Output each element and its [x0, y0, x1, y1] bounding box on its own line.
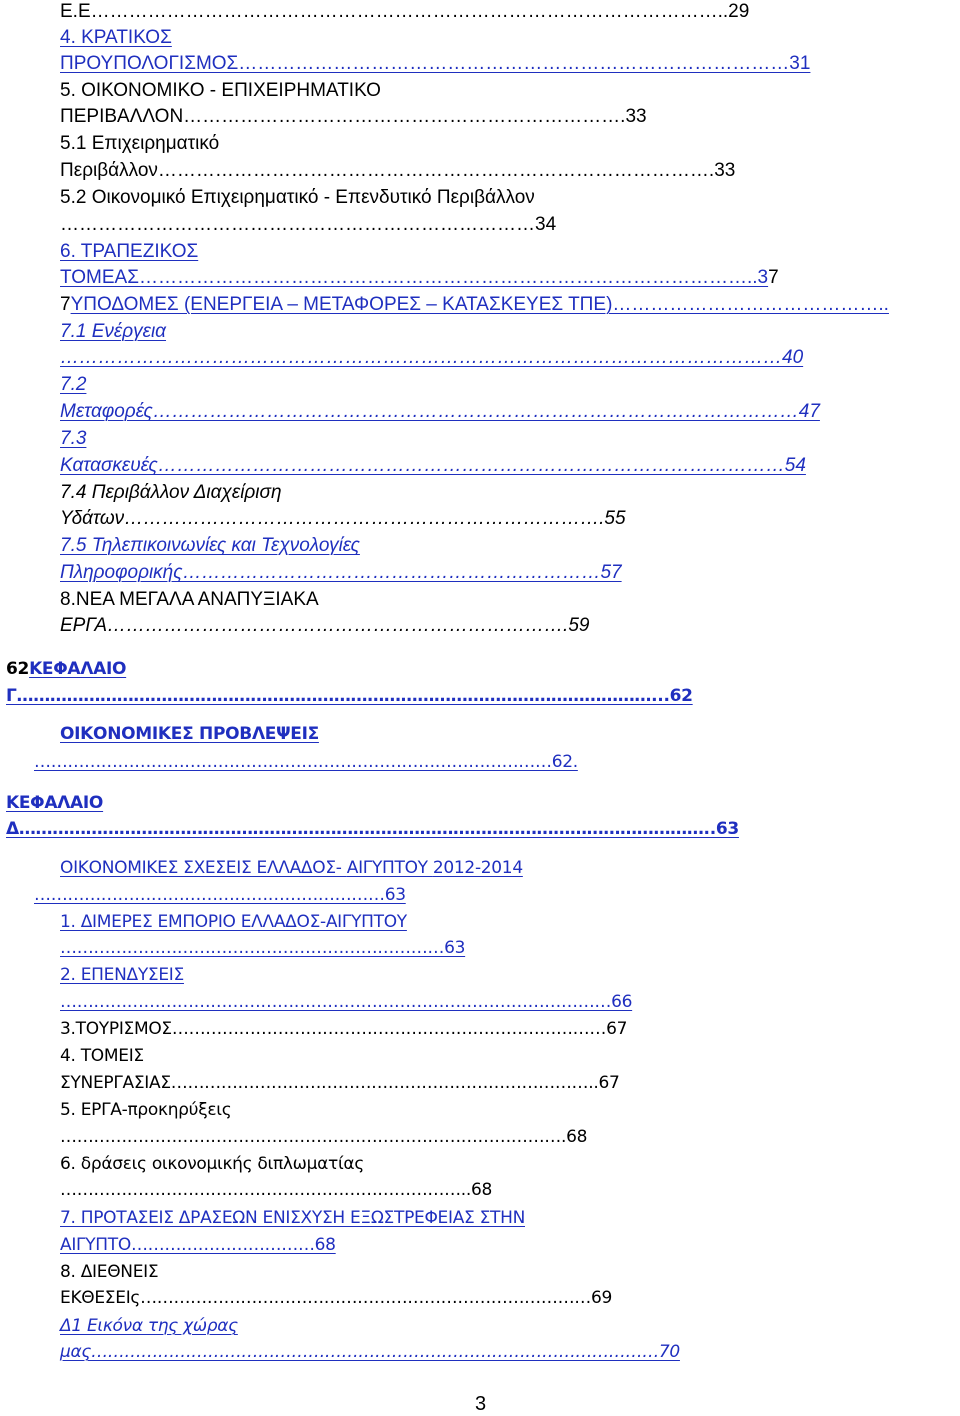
toc-d1-title[interactable] [60, 910, 407, 934]
toc-5-leader-text: ΠΕΡΙΒΑΛΛΟΝ…………………………………………………………….33 [60, 106, 647, 127]
toc-d8-title [60, 1260, 158, 1284]
toc-5-1-title-text: 5.1 Επιχειρηματικό [60, 133, 220, 154]
toc-entry-7-4-leader [60, 507, 626, 531]
toc-econ-forecast-word-1: ΟΙΚΟΝΟΜΙΚΕΣ [60, 724, 200, 744]
toc-d1-leader-text: ……………………………………………………………63 [60, 938, 466, 958]
toc-entry-7-5-leader[interactable] [60, 561, 622, 585]
toc-econ-forecast-leader-text: …………………………………………………………………………………62. [34, 752, 578, 772]
toc-entry-ee [60, 0, 749, 24]
toc-chapter-d-leader[interactable] [6, 817, 739, 841]
toc-entry-5-leader [60, 105, 647, 129]
toc-d5-title [60, 1098, 231, 1122]
toc-d2-leader[interactable] [60, 990, 632, 1014]
toc-dd1-title-text: Δ1 Εικόνα της χώρας [60, 1316, 238, 1336]
toc-entry-7-1-title[interactable] [60, 320, 166, 344]
toc-7-5-title-text: 7.5 Τηλεπικοινωνίες και Τεχνολογίες [60, 535, 360, 556]
toc-7-4-title-text: 7.4 Περιβάλλον Διαχείριση [60, 482, 282, 503]
toc-chapter-g-title[interactable] [6, 657, 126, 681]
toc-7-1-title-text: 7.1 Ενέργεια [60, 321, 167, 342]
toc-entry-5-2-leader [60, 213, 556, 237]
toc-chapter-d-label: ΚΕΦΑΛΑΙΟ [6, 793, 104, 813]
page-number: 3 [475, 1393, 487, 1415]
toc-4-title-text: 4. ΚΡΑΤΙΚΟΣ [60, 27, 172, 48]
toc-ee-text: Ε.Ε………………………………………………………………………………………..29 [60, 1, 750, 22]
toc-entry-7-4-title [60, 481, 282, 505]
toc-entry-6-title[interactable] [60, 240, 198, 264]
toc-relations-leader[interactable] [34, 883, 406, 907]
toc-entry-7-2-leader[interactable] [60, 400, 820, 424]
toc-entry-4-leader[interactable] [60, 52, 810, 76]
toc-entry-7-3-title[interactable] [60, 427, 86, 451]
toc-d6-leader-text: ………………………………………………………………..68 [60, 1180, 493, 1200]
toc-d3-text: 3.ΤΟΥΡΙΣΜΟΣ……………………………………………………………………67 [60, 1019, 628, 1039]
toc-d2-title-text: 2. ΕΠΕΝΔΥΣΕΙΣ [60, 965, 184, 985]
toc-d2-leader-text: ………………………………………………………………………………………66 [60, 992, 633, 1012]
toc-d6-leader [60, 1178, 492, 1202]
toc-relations-part-2: ΑΙΓΥΠΤΟΥ [346, 858, 433, 878]
toc-econ-forecast-word-2: ΠΡΟΒΛΕΨΕΙΣ [199, 724, 319, 744]
toc-7-2-leader-text: Μεταφορές…………………………………………………………………………………………47 [60, 401, 820, 422]
toc-relations-part-3: 2012-2014 [432, 858, 523, 878]
toc-5-2-leader-text: …………………………………………………………………34 [60, 214, 557, 235]
toc-entry-7-2-title[interactable] [60, 373, 86, 397]
toc-d5-leader-text: ……………………………………………………………………………….68 [60, 1127, 588, 1147]
toc-chapter-g-leader[interactable] [6, 684, 693, 708]
toc-chapter-g-leader-text: Γ……………………………………………………………………………………………………...62 [6, 686, 693, 706]
toc-entry-7-1-leader[interactable] [60, 346, 803, 370]
toc-d1-title-text: 1. ΔΙΜΕΡΕΣ ΕΜΠΟΡΙΟ ΕΛΛΑΔΟΣ-ΑΙΓΥΠΤΟΥ [60, 912, 407, 932]
toc-d6-title [60, 1152, 364, 1176]
toc-dd1-leader[interactable] [60, 1340, 680, 1364]
toc-d4-title [60, 1044, 144, 1068]
toc-6-leader-text: ΤΟΜΕΑΣ……………………………………………………………………………………..3 [60, 267, 769, 288]
toc-d5-title-text: 5. ΕΡΓΑ-προκηρύξεις [60, 1100, 232, 1120]
toc-chapter-g-number: 62 [6, 659, 30, 679]
toc-entry-6-leader[interactable] [60, 266, 779, 290]
toc-entry-5-title [60, 79, 381, 103]
toc-d2-title[interactable] [60, 963, 184, 987]
toc-d4-leader-text: ΣΥΝΕΡΓΑΣΙΑΣ…………………………………………………………………..67 [60, 1073, 620, 1093]
toc-d8-leader-text: ΕΚΘΕΣΕΙς………………………………………………………………………69 [60, 1288, 613, 1308]
toc-entry-5-1-leader [60, 159, 735, 183]
toc-d5-leader [60, 1125, 587, 1149]
toc-7-3-leader-text: Κατασκευές………………………………………………………………………………………54 [60, 455, 806, 476]
toc-8-leader-text: ΕΡΓΑ……………………………………………………………….59 [60, 615, 590, 636]
toc-5-title-text: 5. ΟΙΚΟΝΟΜΙΚΟ - ΕΠΙΧΕΙΡΗΜΑΤΙΚΟ [60, 80, 381, 101]
toc-entry-8-leader [60, 614, 589, 638]
toc-d7-leader-text: ΑΙΓΥΠΤΟ……………………………68 [60, 1235, 336, 1255]
toc-relations-leader-text: ………………………………………………………63 [34, 885, 406, 905]
toc-entry-7-3-leader[interactable] [60, 454, 806, 478]
toc-d4-leader [60, 1071, 620, 1095]
toc-chapter-g-label: ΚΕΦΑΛΑΙΟ [29, 659, 127, 679]
toc-d3 [60, 1017, 627, 1041]
toc-d4-title-text: 4. ΤΟΜΕΙΣ [60, 1046, 144, 1066]
toc-5-2-title-text: 5.2 Οικονομικό Επιχειρηματικό - Επενδυτικό Περιβάλλον [60, 187, 535, 208]
toc-entry-5-2-title [60, 186, 535, 210]
toc-econ-forecast-leader[interactable] [34, 750, 578, 774]
toc-7-2-title-text: 7.2 [60, 374, 87, 395]
toc-7-prefix: 7 [60, 294, 71, 315]
toc-dd1-leader-text: μας…………………………………………………………………………………………70 [60, 1342, 680, 1362]
toc-d1-leader[interactable] [60, 936, 465, 960]
toc-d8-title-text: 8. ΔΙΕΘΝΕΙΣ [60, 1262, 159, 1282]
toc-entry-7-5-title[interactable] [60, 534, 360, 558]
toc-entry-8-title [60, 588, 319, 612]
toc-entry-4-title[interactable] [60, 26, 172, 50]
toc-d7-leader[interactable] [60, 1233, 336, 1257]
toc-7-1-leader-text: ……………………………………………………………………………………………………40 [60, 347, 804, 368]
toc-dd1-title[interactable] [60, 1314, 238, 1338]
toc-7-3-title-text: 7.3 [60, 428, 87, 449]
toc-entry-5-1-title [60, 132, 219, 156]
toc-7-5-leader-text: Πληροφορικής…………………………………………………………57 [60, 562, 622, 583]
toc-7-text: ΥΠΟΔΟΜΕΣ (ΕΝΕΡΓΕΙΑ – ΜΕΤΑΦΟΡΕΣ – ΚΑΤΑΣΚΕΥΕΣ ΤΠΕ)…………………………………….. [70, 294, 889, 315]
toc-chapter-d-leader-text: Δ……………………………………………………………………………………………………………..63 [6, 819, 739, 839]
toc-relations-title[interactable] [60, 856, 523, 880]
toc-5-1-leader-text: Περιβάλλον…………………………………………………………………………….33 [60, 160, 736, 181]
toc-chapter-d-title[interactable] [6, 791, 103, 815]
toc-d7-title[interactable] [60, 1206, 525, 1230]
toc-d8-leader [60, 1286, 612, 1310]
toc-4-leader-text: ΠΡΟΥΠΟΛΟΓΙΣΜΟΣ……………………………………………………………………………31 [60, 53, 811, 74]
toc-relations-part-1: ΟΙΚΟΝΟΜΙΚΕΣ ΣΧΕΣΕΙΣ ΕΛΛΑΔΟΣ- [60, 858, 347, 878]
toc-7-4-leader-text: Υδάτων………………………………………………………………….55 [60, 508, 626, 529]
toc-entry-7[interactable] [60, 293, 889, 317]
toc-6-page-suffix: 7 [768, 267, 779, 288]
toc-econ-forecast-title[interactable] [60, 722, 319, 746]
toc-8-title-text: 8.ΝΕΑ ΜΕΓΑΛΑ ΑΝΑΠΥΞΙΑΚΑ [60, 589, 319, 610]
toc-d7-title-text: 7. ΠΡΟΤΑΣΕΙΣ ΔΡΑΣΕΩΝ ΕΝΙΣΧΥΣΗ ΕΞΩΣΤΡΕΦΕΙΑΣ ΣΤΗΝ [60, 1208, 525, 1228]
toc-6-title-text: 6. ΤΡΑΠΕΖΙΚΟΣ [60, 241, 199, 262]
toc-d6-title-text: 6. δράσεις οικονομικής διπλωματίας [60, 1154, 365, 1174]
